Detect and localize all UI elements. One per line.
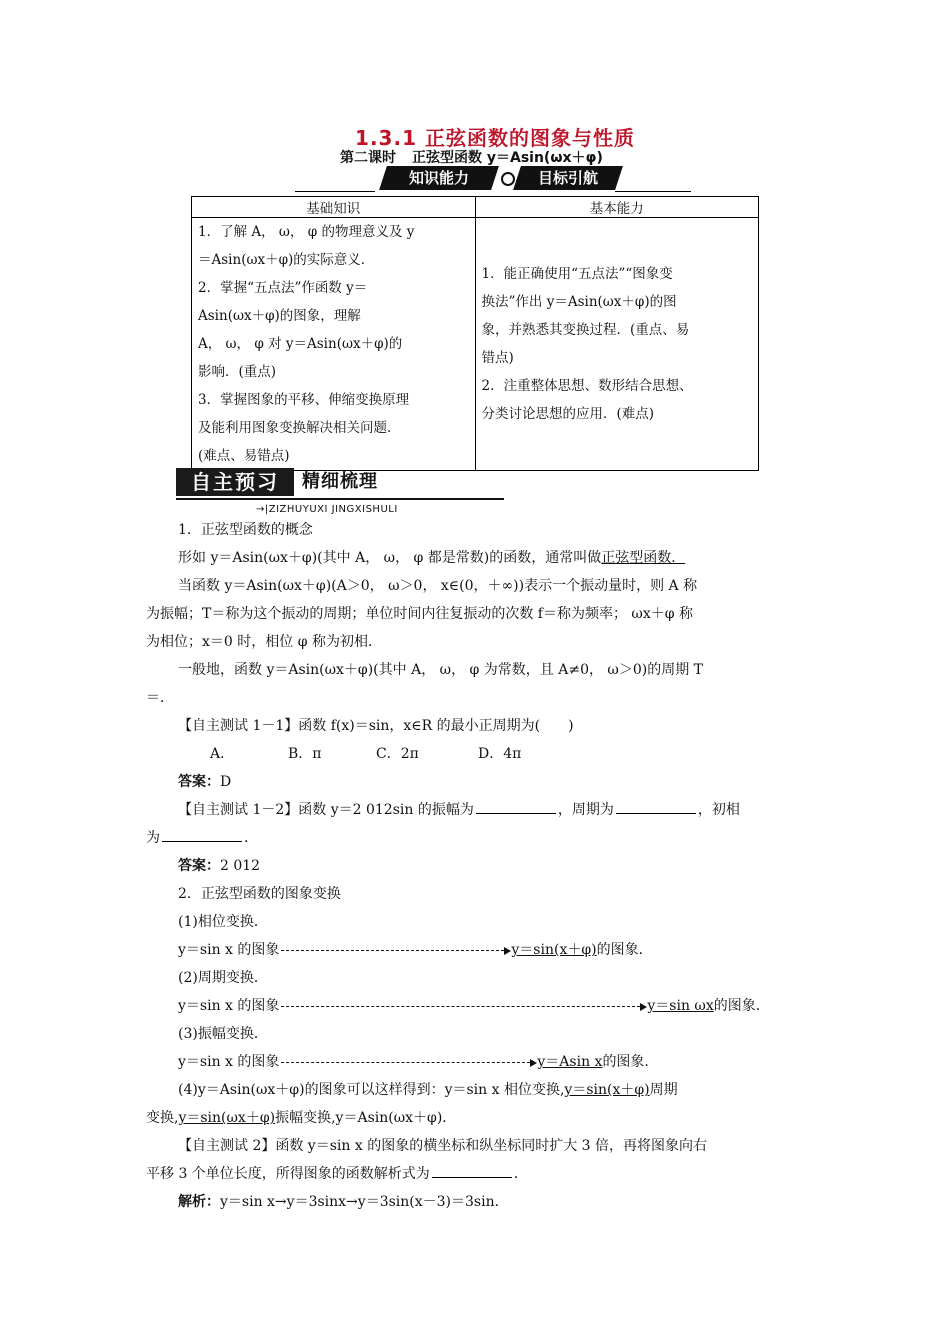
section-label-bold: 精细梳理 [302,471,378,492]
banner-tab-goals: 目标引航 [513,166,623,190]
goals-line: 及能利用图象变换解决相关问题． [198,420,401,436]
option-c: C．2π [376,746,419,762]
transform-arrow-icon [281,1062,535,1063]
section-label-black: 自主预习 [176,468,294,496]
heading-concept: 1．正弦型函数的概念 [178,522,313,538]
answer-blank [476,799,556,814]
self-test-1-2: 【自主测试 1－2】函数 y＝2 012sin 的振幅为 ，周期为 ，初相 [146,796,808,824]
goals-table [191,196,759,471]
goals-line: (难点、易错点) [198,448,290,464]
answer-blank [432,1163,512,1178]
banner-rule-right [615,191,691,192]
combined-transform: (4)y＝Asin(ωx＋φ)的图象可以这样得到：y＝sin x 相位变换,y＝sin(x＋φ)周期 [178,1082,678,1098]
paragraph: ＝． [146,690,174,706]
self-test-1-2-answer: 答案：2 012 [178,858,261,874]
goals-line: A， ω， φ 对 y＝Asin(ωx＋φ)的 [198,336,403,352]
goals-line: 换法”作出 y＝Asin(ωx＋φ)的图 [481,294,677,310]
goals-header-ability: 基本能力 [475,197,759,218]
answer-blank [616,799,696,814]
self-test-1-1-answer: 答案：D [178,774,232,790]
goals-cell-knowledge [192,218,476,471]
option-d: D．4π [478,746,522,762]
page-title: 1.3.1 正弦函数的图象与性质 [355,126,635,150]
lesson-label: 第二课时 [340,150,396,166]
amplitude-line: y＝sin x 的图象 y＝Asin x的图象． [178,1054,659,1070]
paragraph: 为相位；x＝0 时，相位 φ 称为初相． [146,634,382,650]
goals-header-knowledge: 基础知识 [192,197,476,218]
goals-line: 分类讨论思想的应用．(难点) [481,406,655,422]
self-test-1-1: 【自主测试 1－1】函数 f(x)＝sin，x∈R 的最小正周期为( ) [178,718,574,734]
period-line: y＝sin x 的图象 y＝sin ωx的图象． [178,998,770,1014]
paragraph: 当函数 y＝Asin(ωx＋φ)(A＞0， ω＞0， x∈(0，＋∞))表示一个振动量时，则 A 称 [178,578,698,594]
amplitude-title: (3)振幅变换． [178,1026,268,1042]
goals-line: ＝Asin(ωx＋φ)的实际意义． [198,252,375,268]
banner-tab-knowledge: 知识能力 [379,166,499,190]
combined-transform-cont: 变换,y＝sin(ωx＋φ)振幅变换,y＝Asin(ωx＋φ)． [146,1110,457,1126]
section-pinyin: →|ZIZHUYUXI JINGXISHULI [256,504,398,515]
phase-shift-line: y＝sin x 的图象 y＝sin(x＋φ)的图象． [178,942,653,958]
goals-line: 1．了解 A， ω， φ 的物理意义及 y [198,224,415,240]
heading-transform: 2．正弦型函数的图象变换 [178,886,341,902]
section-divider [176,498,504,500]
banner-rule-left [295,191,375,192]
goals-cell-ability [475,218,759,471]
option-a: A． [210,746,235,762]
option-b: B．π [288,746,322,762]
self-test-1-1-options [146,740,808,768]
goals-line: 1．能正确使用“五点法”“图象变 [481,266,673,282]
self-test-2: 【自主测试 2】函数 y＝sin x 的图象的横坐标和纵坐标同时扩大 3 倍，再将图象向右 [178,1138,707,1154]
goals-line: 错点) [481,350,514,366]
paragraph: 形如 y＝Asin(ωx＋φ)(其中 A， ω， φ 都是常数)的函数，通常叫做正弦型函数． [178,550,686,566]
banner-dot-icon [501,172,515,186]
goals-line: 影响．(重点) [198,364,277,380]
period-title: (2)周期变换． [178,970,268,986]
paragraph: 为振幅；T＝称为这个振动的周期；单位时间内往复振动的次数 f＝称为频率； ωx＋φ 称 [146,606,693,622]
self-test-1-2-cont: 为 ． [146,824,808,852]
phase-shift-title: (1)相位变换． [178,914,268,930]
self-test-2-cont: 平移 3 个单位长度，所得图象的函数解析式为 ． [146,1160,808,1188]
goals-line: Asin(ωx＋φ)的图象，理解 [198,308,361,324]
transform-arrow-icon [281,950,509,951]
answer-blank [162,827,242,842]
goals-line: 象，并熟悉其变换过程．(重点、易 [481,322,690,338]
objectives-banner [295,166,691,194]
self-test-2-solution: 解析：y＝sin x→y＝3sinx→y＝3sin(x－3)＝3sin. [178,1194,500,1210]
goals-line: 2．掌握“五点法”作函数 y＝ [198,280,368,296]
goals-line: 3．掌握图象的平移、伸缩变换原理 [198,392,410,408]
preview-section-banner [176,468,506,518]
main-content [146,516,808,1216]
page-subtitle [340,147,603,167]
underlined-answer: 正弦型函数． [601,550,686,566]
transform-arrow-icon [281,1006,645,1007]
goals-line: 2．注重整体思想、数形结合思想、 [481,378,693,394]
paragraph: 一般地，函数 y＝Asin(ωx＋φ)(其中 A， ω， φ 为常数，且 A≠0， ω＞0)的周期 T [178,662,703,678]
lesson-topic: 正弦型函数 y＝Asin(ωx＋φ) [412,150,603,166]
